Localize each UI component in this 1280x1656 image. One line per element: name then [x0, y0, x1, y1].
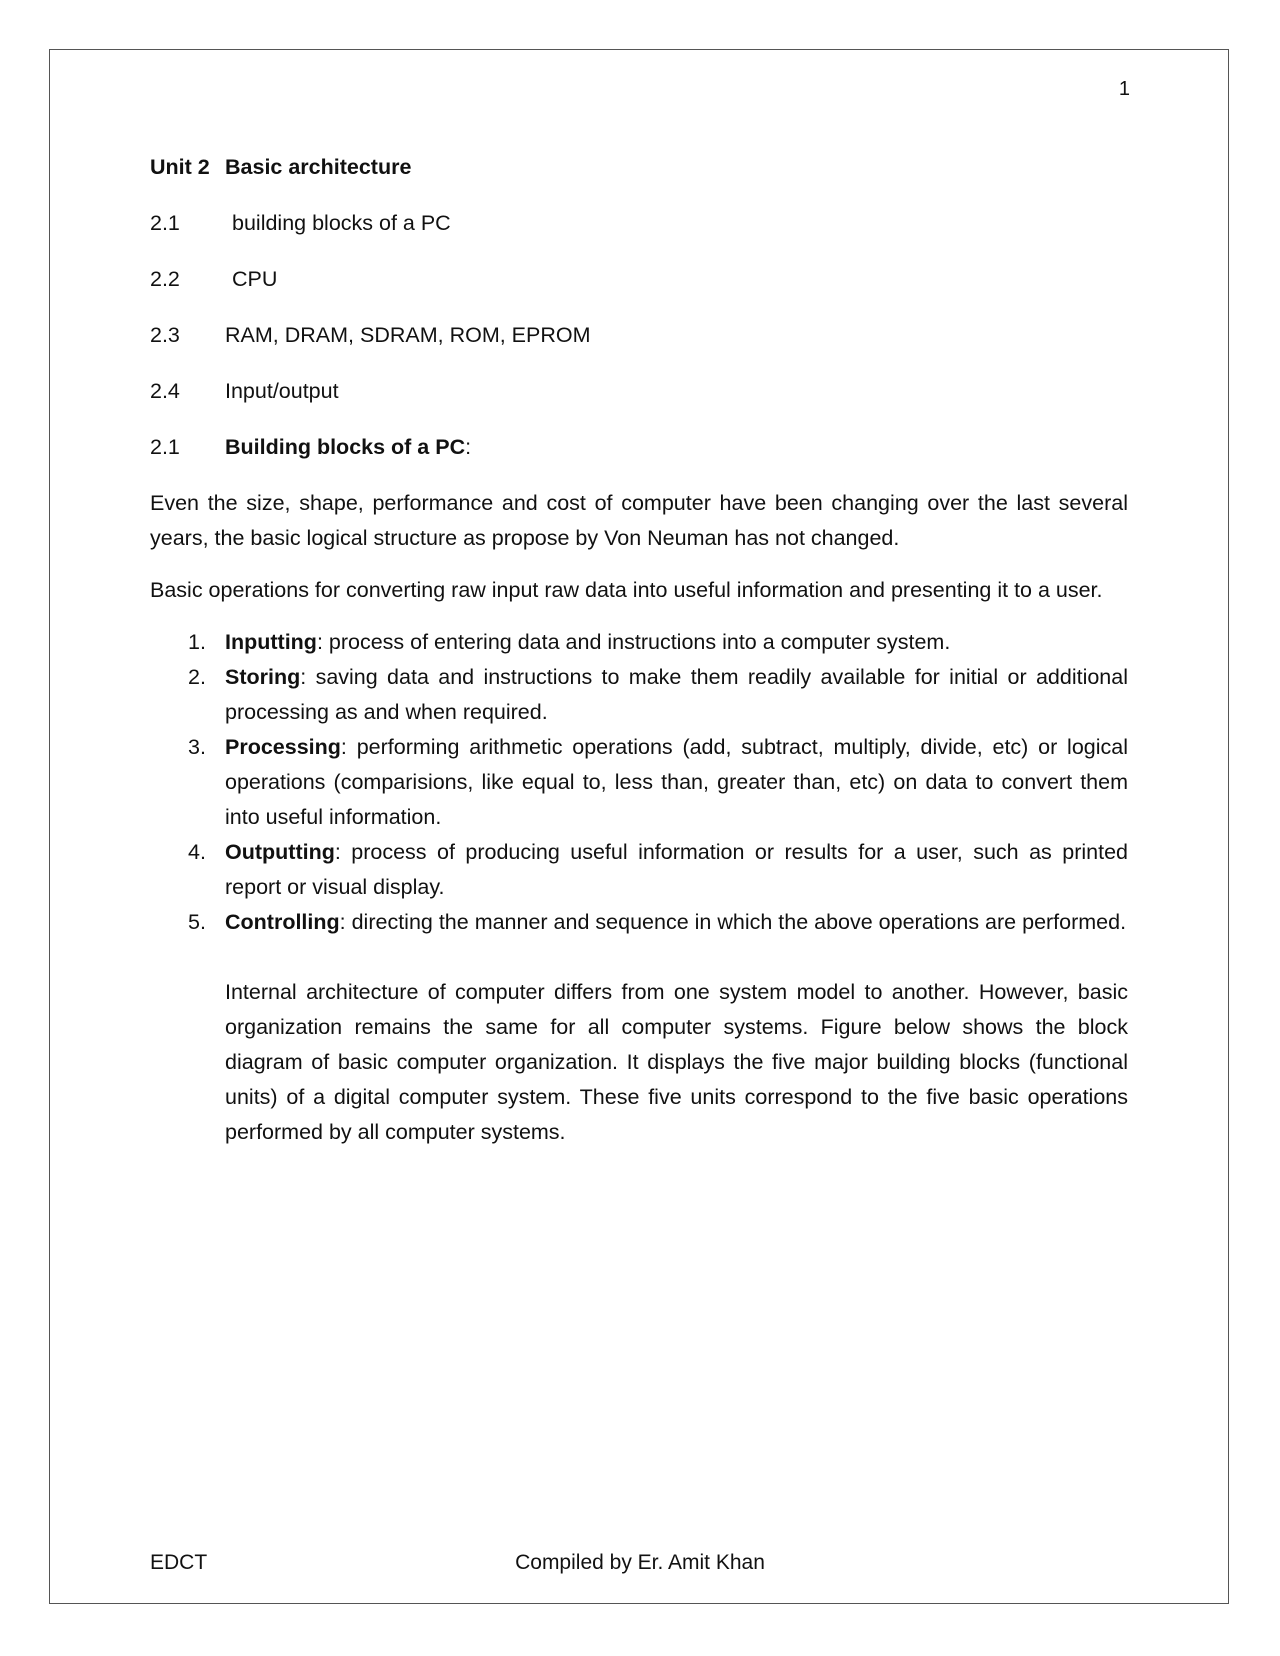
list-item: [188, 835, 1128, 905]
toc-label: Input/output: [225, 379, 339, 403]
section-title-wrap: [225, 430, 471, 486]
page-number: 1: [1118, 78, 1130, 100]
footer-center: Compiled by Er. Amit Khan: [515, 1551, 765, 1574]
section-title: Building blocks of a PC: [225, 435, 466, 459]
section-heading: [150, 430, 1128, 486]
section-title-suffix: :: [465, 435, 472, 459]
list-marker: 3.: [188, 735, 206, 759]
list-item: [188, 625, 1128, 660]
toc-item: [150, 374, 1128, 430]
list-item: [188, 905, 1128, 940]
toc-label: CPU: [232, 267, 278, 291]
toc-number: 2.2: [150, 267, 180, 291]
list-marker: 2.: [188, 665, 206, 689]
list-term: Storing: [225, 665, 301, 689]
page-content: [150, 150, 1128, 1150]
list-term: Processing: [225, 735, 341, 759]
toc-number: 2.4: [150, 379, 180, 403]
list-description: : performing arithmetic operations (add, subtract, multiply, divide, etc) or logical operations (comparisions, like equal to, less than, greater than, etc) on data to convert them into useful information.: [225, 735, 1128, 829]
list-description: : directing the manner and sequence in which the above operations are performed.: [339, 910, 1127, 934]
operations-list: [150, 625, 1128, 940]
list-marker: 4.: [188, 840, 206, 864]
toc-number: 2.1: [150, 211, 180, 235]
unit-title: Basic architecture: [225, 155, 412, 179]
intro-paragraph: Even the size, shape, performance and cost of computer have been changing over the last several years, the basic logical structure as propose by Von Neuman has not changed.: [150, 491, 1128, 550]
list-marker: 1.: [188, 630, 206, 654]
internal-architecture-paragraph: Internal architecture of computer differs from one system model to another. However, basic organization remains the same for all computer systems. Figure below shows the block diagram of basic computer organization. It displays the five major building blocks (functional units) of a digital computer system. These five units correspond to the five basic operations performed by all computer systems.: [225, 980, 1128, 1144]
list-item: [188, 660, 1128, 730]
list-term: Outputting: [225, 840, 335, 864]
list-marker: 5.: [188, 910, 206, 934]
list-description: : process of producing useful information or results for a user, such as printed report or visual display.: [225, 840, 1128, 899]
list-item: [188, 730, 1128, 835]
unit-number: Unit 2: [150, 155, 210, 179]
list-term: Inputting: [225, 630, 317, 654]
unit-heading: [150, 150, 1128, 206]
toc-item: [150, 206, 1128, 262]
section-number: 2.1: [150, 435, 180, 459]
toc-number: 2.3: [150, 323, 180, 347]
footer-left: EDCT: [150, 1551, 208, 1574]
list-term: Controlling: [225, 910, 340, 934]
toc-item: [150, 318, 1128, 374]
toc-item: [150, 262, 1128, 318]
list-description: : saving data and instructions to make them readily available for initial or additional processing as and when required.: [225, 665, 1128, 724]
toc-label: RAM, DRAM, SDRAM, ROM, EPROM: [225, 323, 591, 347]
basic-operations-paragraph: Basic operations for converting raw input raw data into useful information and presenting it to a user.: [150, 578, 1103, 602]
toc-label: building blocks of a PC: [232, 211, 451, 235]
list-description: : process of entering data and instructions into a computer system.: [316, 630, 951, 654]
